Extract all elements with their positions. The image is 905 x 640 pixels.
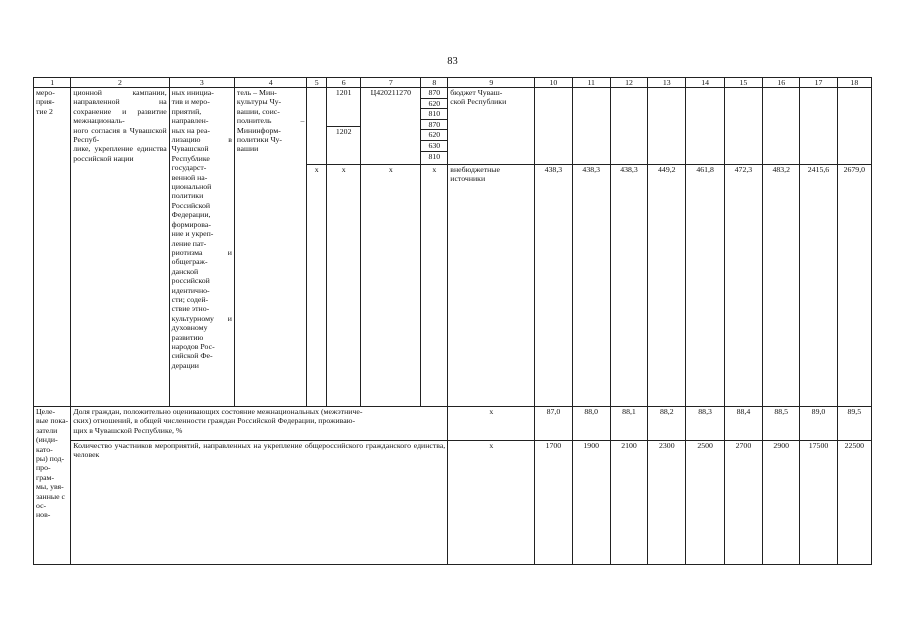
- value-cell: 449,2: [648, 165, 686, 407]
- expense-type: 870: [421, 88, 447, 99]
- page-number: 83: [447, 56, 458, 67]
- value-cell: 2679,0: [837, 165, 871, 407]
- section-code: 1201: [327, 88, 360, 127]
- indicator-text: Количество участников мероприятий, направленных на укрепление общероссийского гражданского единства, человек: [71, 441, 448, 565]
- event-label: меро- прия- тие 2: [34, 88, 71, 407]
- indicator-row: [34, 441, 872, 565]
- funding-source: бюджет Чуваш- ской Республики: [448, 88, 535, 165]
- value-cell: 89,0: [800, 407, 837, 441]
- header-cell: 18: [837, 78, 871, 88]
- table-cell: [763, 88, 800, 165]
- table-cell: [610, 88, 647, 165]
- indicator-unit: x: [448, 441, 535, 565]
- indicator-row: [34, 407, 872, 441]
- expense-types: [421, 88, 448, 165]
- header-cell: 5: [307, 78, 327, 88]
- table-cell: [686, 88, 724, 165]
- header-cell: 10: [535, 78, 572, 88]
- header-cell: 17: [800, 78, 837, 88]
- value-cell: 461,8: [686, 165, 724, 407]
- header-cell: 7: [361, 78, 421, 88]
- value-cell: 2500: [686, 441, 724, 565]
- value-cell: 88,5: [763, 407, 800, 441]
- section-code: 1202: [335, 127, 352, 136]
- value-cell: 87,0: [535, 407, 572, 441]
- value-cell: 89,5: [837, 407, 871, 441]
- value-cell: 88,4: [724, 407, 762, 441]
- header-cell: 8: [421, 78, 448, 88]
- table-cell: [800, 88, 837, 165]
- value-cell: 2300: [648, 441, 686, 565]
- value-cell: 438,3: [535, 165, 572, 407]
- value-cell: 1900: [572, 441, 610, 565]
- header-cell: 2: [71, 78, 169, 88]
- indicator-text: Доля граждан, положительно оценивающих состояние межнациональных (межэтниче- ских) отношений, в общей численности граждан Российской Федерации, проживаю- щих в Чувашской Республике, %: [71, 407, 448, 441]
- value-cell: 2900: [763, 441, 800, 565]
- funding-source: внебюджетные источники: [448, 165, 535, 407]
- table-cell: [307, 88, 327, 165]
- table-cell: [837, 88, 871, 165]
- table-cell: x: [421, 165, 448, 407]
- header-cell: 12: [610, 78, 647, 88]
- header-cell: 15: [724, 78, 762, 88]
- table-cell: [724, 88, 762, 165]
- expense-type: 620: [421, 99, 447, 110]
- responsible-executor: тель – Мин- культуры Чу- вашии, соис- полнитель – Мининформ- политики Чу- вашии: [234, 88, 307, 407]
- value-cell: 88,1: [610, 407, 647, 441]
- value-cell: 22500: [837, 441, 871, 565]
- header-cell: 4: [234, 78, 307, 88]
- value-cell: 483,2: [763, 165, 800, 407]
- value-cell: 2100: [610, 441, 647, 565]
- table-cell: x: [307, 165, 327, 407]
- header-cell: 1: [34, 78, 71, 88]
- header-cell: 16: [763, 78, 800, 88]
- header-row: [34, 78, 872, 88]
- table-cell: x: [361, 165, 421, 407]
- value-cell: 88,2: [648, 407, 686, 441]
- value-cell: 1700: [535, 441, 572, 565]
- header-cell: 14: [686, 78, 724, 88]
- expense-type: 630: [421, 141, 447, 152]
- header-cell: 6: [327, 78, 361, 88]
- table-row-budget: [34, 88, 872, 165]
- header-cell: 3: [169, 78, 234, 88]
- expense-type: 870: [421, 120, 447, 131]
- value-cell: 438,3: [610, 165, 647, 407]
- expense-type: 810: [428, 151, 441, 161]
- header-cell: 9: [448, 78, 535, 88]
- target-article-code: Ц420211270: [361, 88, 421, 165]
- value-cell: 88,0: [572, 407, 610, 441]
- event-description: ционной кампании, направленной на сохранение и развитие межнациональ- ного согласия в Чувашской Респуб- лике, укрепление единства российской нации: [71, 88, 169, 407]
- header-cell: 11: [572, 78, 610, 88]
- value-cell: 88,3: [686, 407, 724, 441]
- value-cell: 2700: [724, 441, 762, 565]
- value-cell: 2415,6: [800, 165, 837, 407]
- table-cell: [535, 88, 572, 165]
- value-cell: 17500: [800, 441, 837, 565]
- program-table: [33, 77, 872, 565]
- value-cell: 472,3: [724, 165, 762, 407]
- event-goal: ных инициа- тив и меро- приятий, направлен- ных на реа- лизацию в Чувашской Республике государст- венной на- циональной политики Российской Федерации, формирова- ние и укреп- ление пат- риотизма и общеграж- данской российской идентично- сти; содей- ствие этно- культурному и духовному развитию народов Рос- сийской Фе- дерации: [169, 88, 234, 407]
- table-cell: [648, 88, 686, 165]
- indicator-unit: x: [448, 407, 535, 441]
- indicators-label: Целе- вые пока- затели (инди- като- ры) под- про- грам- мы, увя- занные с ос- нов-: [34, 407, 71, 565]
- expense-type: 810: [421, 109, 447, 120]
- section-codes: [327, 88, 361, 165]
- expense-type: 620: [421, 130, 447, 141]
- header-cell: 13: [648, 78, 686, 88]
- value-cell: 438,3: [572, 165, 610, 407]
- table-cell: x: [327, 165, 361, 407]
- table-cell: [572, 88, 610, 165]
